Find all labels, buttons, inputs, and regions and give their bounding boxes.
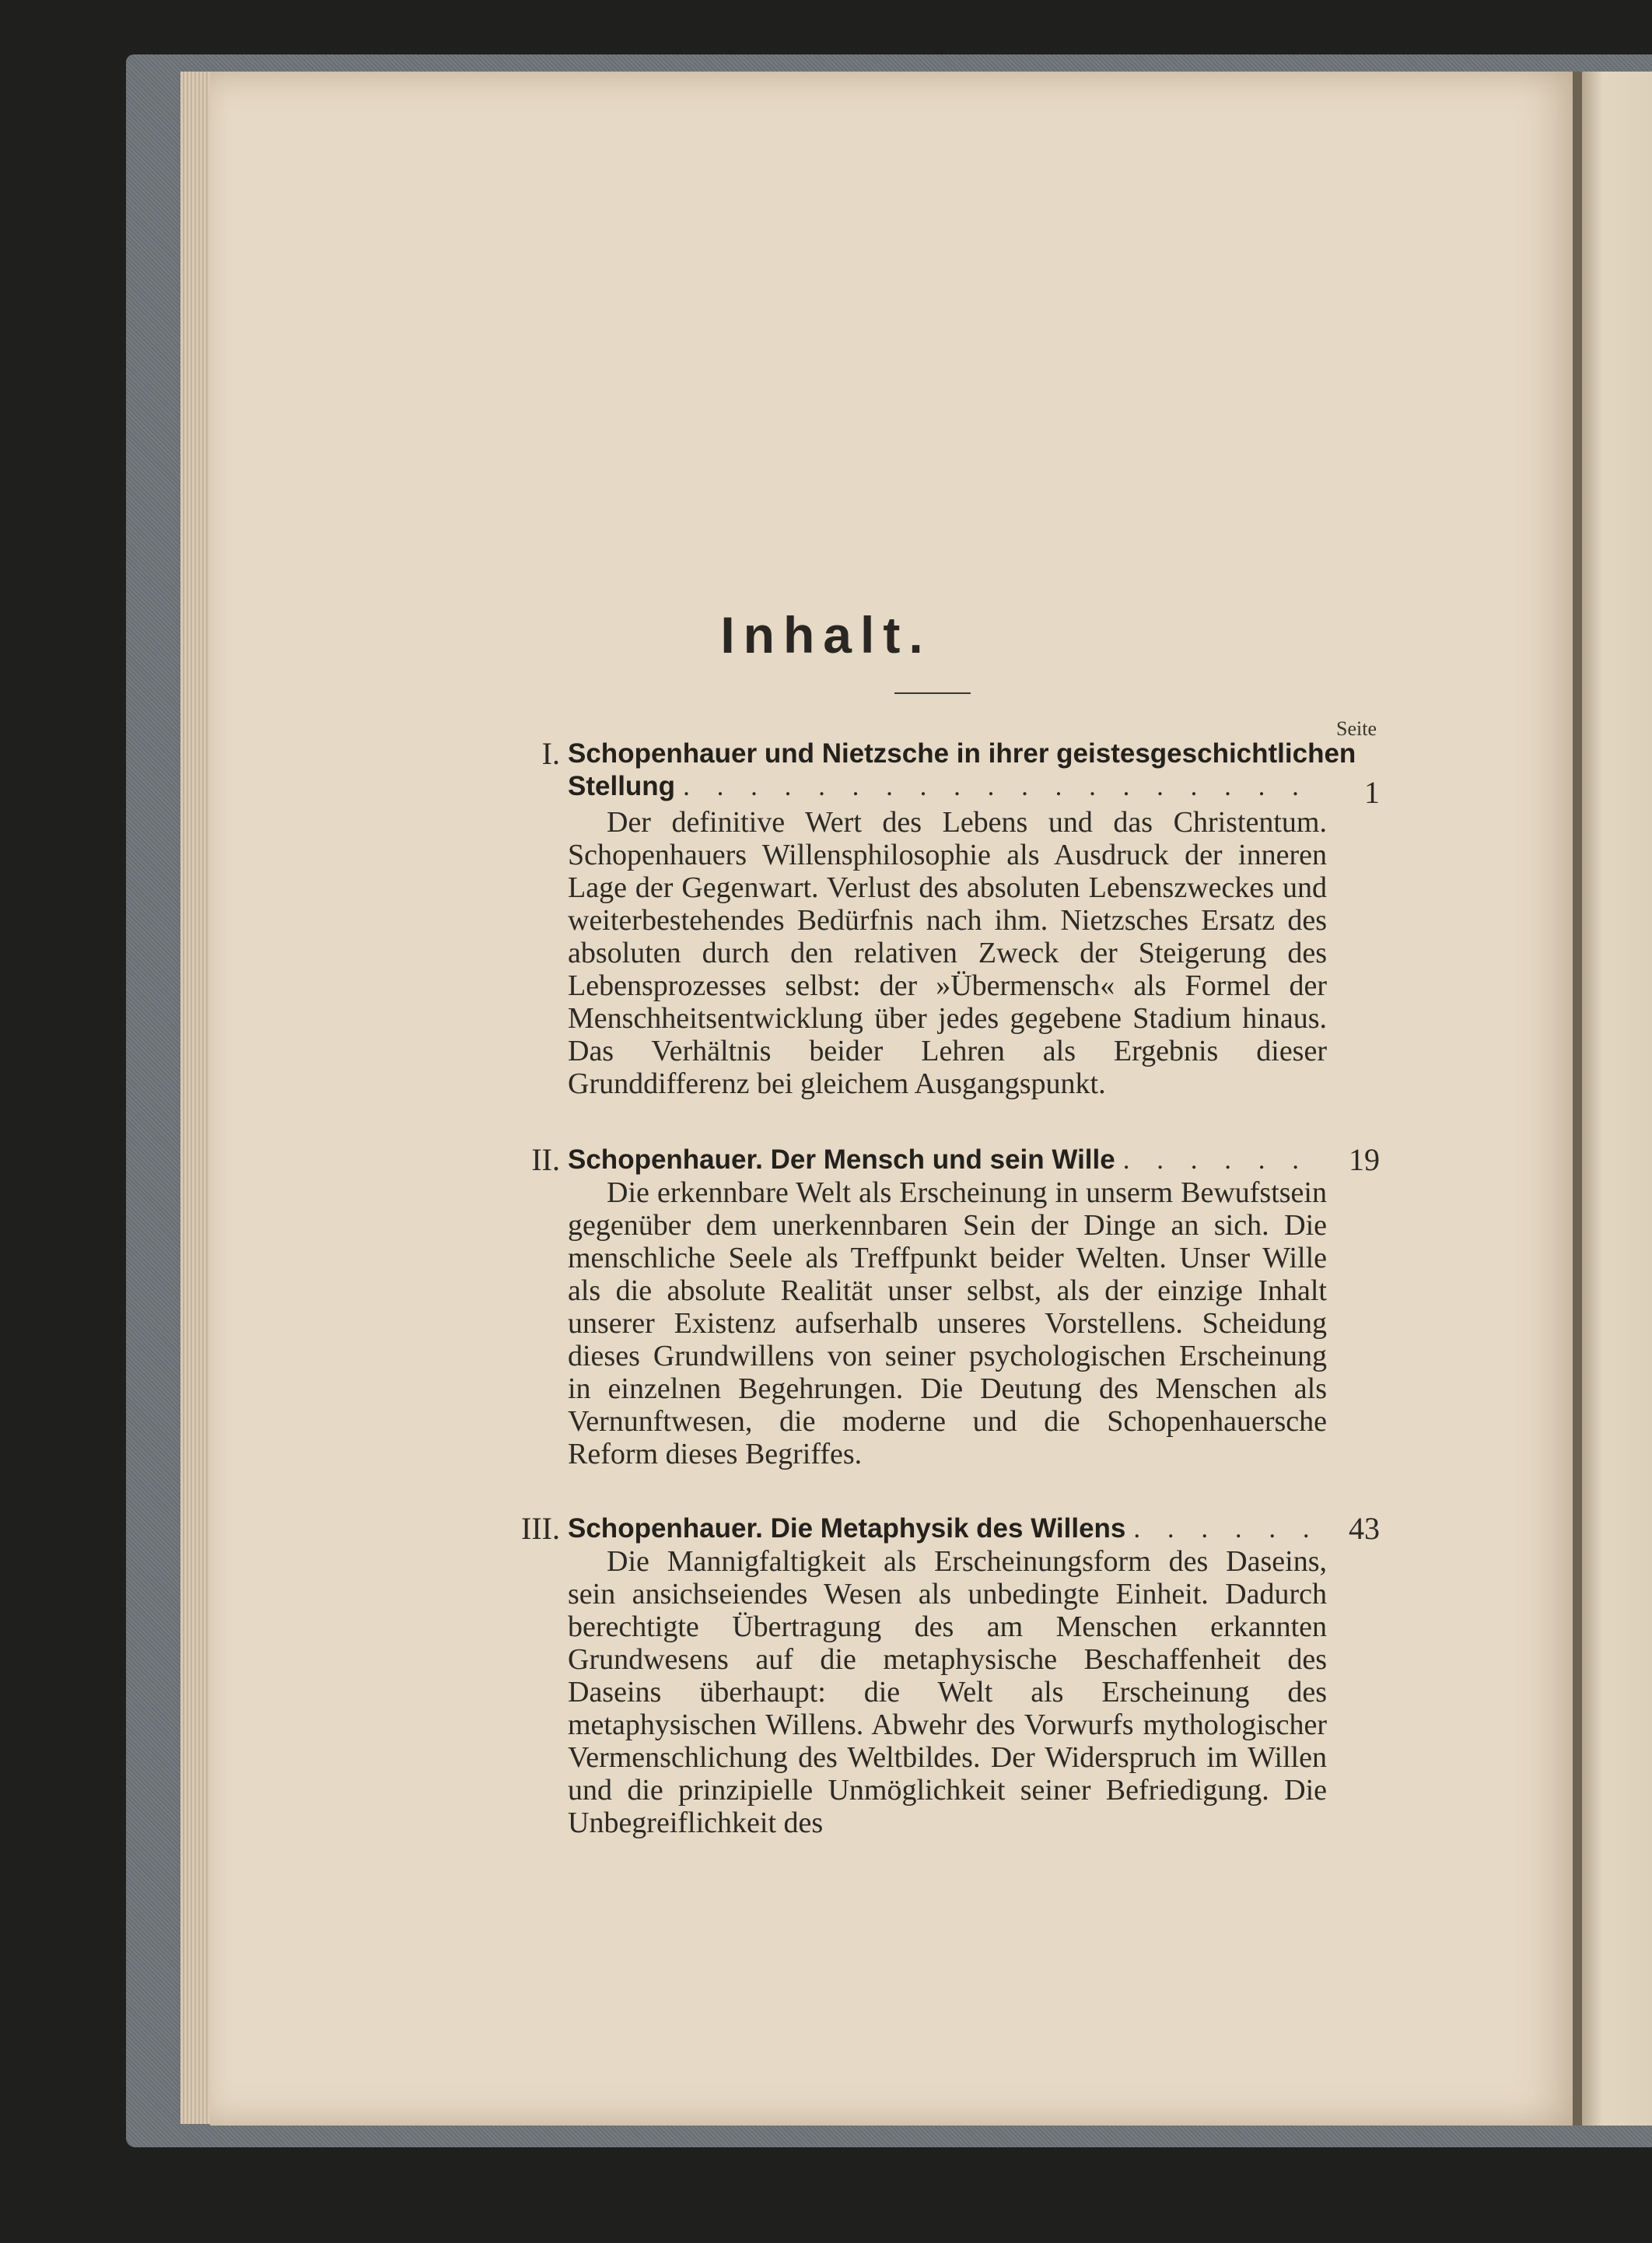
entry-1-heading-line2: [568, 770, 1327, 803]
title-rule: [894, 692, 971, 694]
entry-2-description: Die erkennbare Welt als Erscheinung in unserm Bewufstsein gegenüber dem unerkennbaren Sein der Dinge an sich. Die menschliche Seele als Treffpunkt beider Welten. Unser Wille als die absolute Realität unser selbst, als der einzige Inhalt unserer Existenz aufserhalb unseres Vorstellens. Scheidung dieses Grundwillens von seiner psychologischen Erscheinung in einzelnen Begehrungen. Die Deutung des Menschen als Vernunftwesen, die moderne und die Schopenhauersche Reform dieses Begriffes.: [568, 1176, 1327, 1470]
entry-3-dot-leader: [1133, 1512, 1319, 1545]
entry-2-numeral: II.: [531, 1142, 560, 1177]
entry-1-dot-leader: [683, 770, 1319, 803]
entry-1-heading-line1: Schopenhauer und Nietzsche in ihrer geistesgeschichtlichen: [568, 738, 1356, 769]
page-title: Inhalt.: [720, 606, 932, 664]
entry-1-heading-text: Stellung: [568, 771, 676, 801]
entry-2-heading-text: Schopenhauer. Der Mensch und sein Wille: [568, 1144, 1115, 1175]
entry-3-page-number: 43: [1349, 1511, 1380, 1546]
entry-2-page-number: 19: [1349, 1142, 1380, 1177]
page-column-label: Seite: [1336, 717, 1377, 740]
entry-3-heading: [568, 1512, 1327, 1545]
entry-1-page-number: 1: [1364, 775, 1380, 810]
entry-2-dot-leader: [1123, 1144, 1319, 1176]
entry-3-heading-text: Schopenhauer. Die Metaphysik des Willens: [568, 1513, 1126, 1544]
entry-2-heading: [568, 1144, 1327, 1176]
entry-3-numeral: III.: [521, 1511, 560, 1546]
entry-1-numeral: I.: [541, 736, 560, 771]
facing-page-edge: [1582, 72, 1652, 2126]
entry-3-description: Die Mannigfaltigkeit als Erscheinungsform des Daseins, sein ansichseiendes Wesen als unbedingte Einheit. Dadurch berechtigte Übertragung des am Menschen erkannten Grundwesens auf die metaphysische Beschaffenheit des Daseins überhaupt: die Welt als Erscheinung des metaphysischen Willens. Abwehr des Vorwurfs mythologischer Vermenschlichung des Weltbildes. Der Widerspruch im Willen und die prinzipielle Unmöglichkeit seiner Befriedigung. Die Unbegreiflichkeit des: [568, 1545, 1327, 1839]
entry-1-description: Der definitive Wert des Lebens und das Christentum. Schopenhauers Willensphilosophie als Ausdruck der inneren Lage der Gegenwart. Verlust des absoluten Lebenszweckes und weiterbestehendes Bedürfnis nach ihm. Nietzsches Ersatz des absoluten durch den relativen Zweck der Steigerung des Lebensprozesses selbst: der »Übermensch« als Formel der Menschheitsentwicklung über jedes gegebene Stadium hinaus. Das Verhältnis beider Lehren als Ergebnis dieser Grunddifferenz bei gleichem Ausgangspunkt.: [568, 806, 1327, 1100]
